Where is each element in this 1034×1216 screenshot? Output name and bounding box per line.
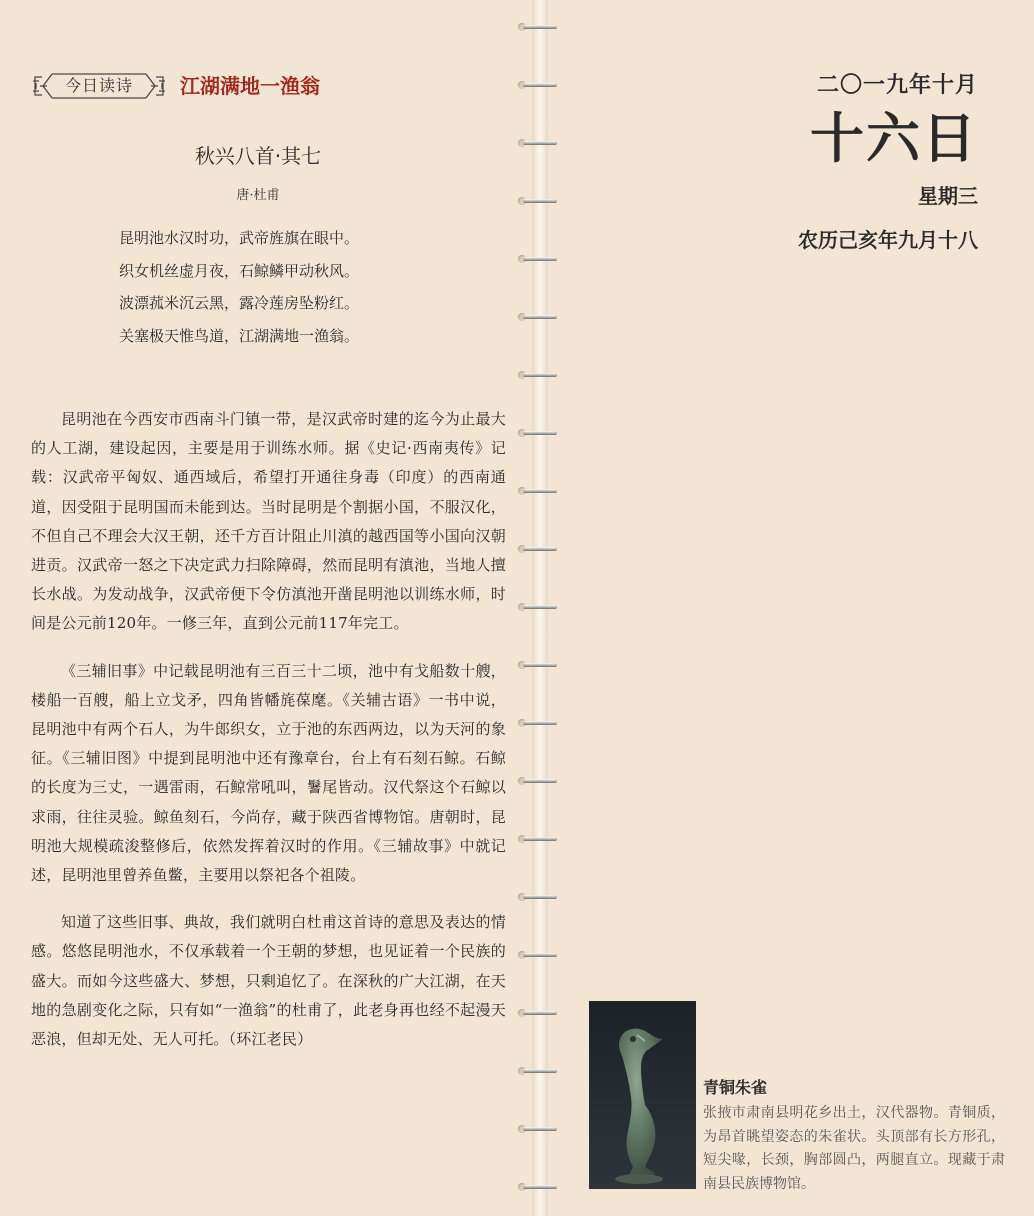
essay — [31, 405, 506, 1072]
poem-line: 波漂菰米沉云黑，露冷莲房坠粉红。 — [119, 294, 360, 312]
binding-ring — [518, 22, 558, 32]
poem-line: 关塞极天惟鸟道，江湖满地一渔翁。 — [119, 326, 360, 345]
poem-line: 昆明池水汉时功，武帝旌旗在眼中。 — [119, 229, 360, 247]
binding-ring — [518, 660, 558, 670]
binding-ring — [518, 544, 558, 554]
date-day: 十六日 — [810, 106, 978, 170]
essay-paragraph: 昆明池在今西安市西南斗门镇一带，是汉武帝时建的迄今为止最大的人工湖，建设起因，主要是用于训练水师。据《史记·西南夷传》记载：汉武帝平匈奴、通西域后，希望打开通往身毒（印度）的西南通道，因受阻于昆明国而未能到达。当时昆明是个割据小国，不服汉化，不但自己不理会大汉王朝，还千方百计阻止川滇的越西国等小国向汉朝进贡。汉武帝一怒之下决定武力扫除障碍，然而昆明有滇池，当地人擅长水战。为发动战争，汉武帝便下令仿滇池开凿昆明池以训练水师，时间是公元前120年。一修三年，直到公元前117年完工。 — [31, 410, 506, 633]
section-title: 江湖满地一渔翁 — [180, 74, 320, 98]
binding-ring — [518, 1008, 558, 1018]
poem-title: 秋兴八首·其七 — [194, 144, 322, 168]
binding-ring — [518, 486, 558, 496]
essay-paragraph: 知道了这些旧事、典故，我们就明白杜甫这首诗的意思及表达的情感。悠悠昆明池水，不仅承载着一个王朝的梦想，也见证着一个民族的盛大。而如今这些盛大、梦想，只剩追忆了。在深秋的广大江湖，在天地的急剧变化之际，只有如“一渔翁”的杜甫了，此老身再也经不起漫天恶浪，但却无处、无人可托。（环江老民） — [31, 913, 506, 1049]
binding-ring — [518, 1066, 558, 1076]
bronze-bird-icon — [589, 1001, 696, 1189]
binding-ring — [518, 196, 558, 206]
artifact-title: 青铜朱雀 — [703, 1078, 768, 1097]
section-badge — [30, 68, 168, 104]
binding-ring — [518, 80, 558, 90]
date-lunar: 农历己亥年九月十八 — [798, 228, 978, 252]
binding-ring — [518, 718, 558, 728]
binding-ring — [518, 1124, 558, 1134]
artifact-photo — [589, 1001, 696, 1189]
poem-body — [119, 222, 359, 352]
date-year-month: 二〇一九年十月 — [816, 72, 978, 98]
binding-ring — [518, 1182, 558, 1192]
binding-ring — [518, 776, 558, 786]
date-weekday: 星期三 — [918, 184, 978, 208]
poem-author: 唐·杜甫 — [236, 188, 280, 203]
essay-paragraph: 《三辅旧事》中记载昆明池有三百三十二顷，池中有戈船数十艘，楼船一百艘，船上立戈矛，四角皆幡旄葆麾。《关辅古语》一书中说，昆明池中有两个石人，为牛郎织女，立于池的东西两边，以为天河的象征。《三辅旧图》中提到昆明池中还有豫章台，台上有石刻石鲸。石鲸的长度为三丈，一遇雷雨，石鲸常吼叫，鬐尾皆动。汉代祭这个石鲸以求雨，往往灵验。鲸鱼刻石，今尚存，藏于陕西省博物馆。唐朝时，昆明池大规模疏浚整修后，依然发挥着汉时的作用。《三辅故事》中就记述，昆明池里曾养鱼鳖，主要用以祭祀各个祖陵。 — [31, 661, 506, 885]
binding-ring — [518, 892, 558, 902]
poem-line: 织女机丝虚月夜，石鲸鳞甲动秋风。 — [119, 261, 360, 280]
binding-ring — [518, 834, 558, 844]
binding-ring — [518, 312, 558, 322]
binding-ring — [518, 370, 558, 380]
artifact-description: 张掖市肃南县明花乡出土，汉代器物。青铜质，为昂首眺望姿态的朱雀状。头顶部有长方形孔，短尖喙，长颈，胸部圆凸，两腿直立。现藏于肃南县民族博物馆。 — [703, 1105, 1005, 1192]
binding-ring — [518, 138, 558, 148]
binding-ring — [518, 428, 558, 438]
binding-ring — [518, 602, 558, 612]
badge-label: 今日读诗 — [64, 76, 133, 95]
binding-ring — [518, 950, 558, 960]
binding-ring — [518, 254, 558, 264]
